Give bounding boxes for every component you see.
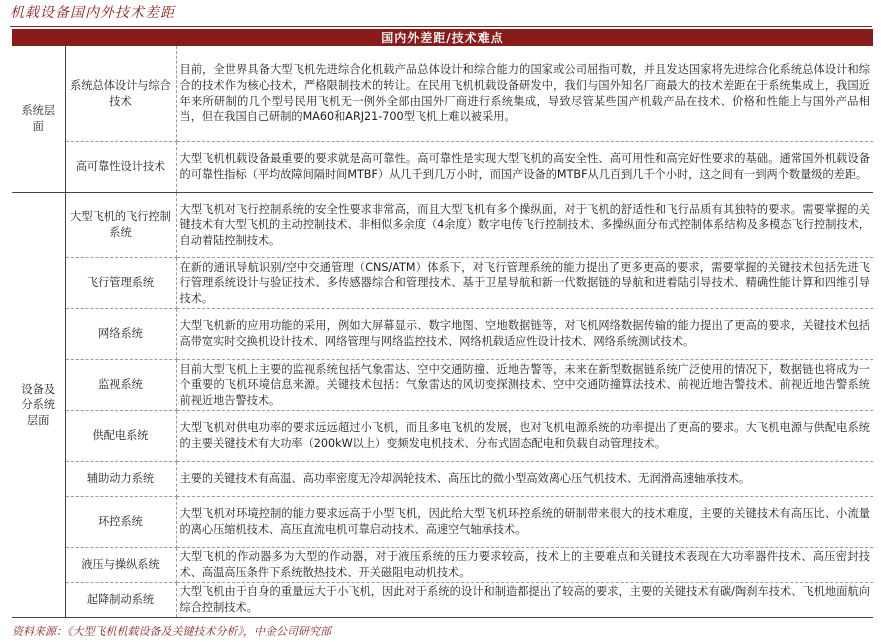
subsystem-name: 供配电系统 (65, 411, 176, 462)
category-cell: 系统层面 (12, 46, 65, 193)
subsystem-name: 辅助动力系统 (65, 462, 176, 497)
subsystem-name: 监视系统 (65, 360, 176, 411)
table-row (12, 142, 873, 193)
subsystem-desc: 大型飞机由于自身的重量远大于小飞机，因此对于系统的设计和制造都提出了较高的要求，主要的关键技术有碳/陶刹车技术、飞机地面航向综合控制技术。 (176, 583, 873, 618)
tech-gap-table (12, 29, 873, 618)
subsystem-desc: 目前，全世界具备大型飞机先进综合化机载产品总体设计和综合能力的国家或公司屈指可数，并且发达国家将先进综合化系统总体设计和综合的技术作为核心技术，严格限制技术的转让。在民用飞机机载设备研发中，我们与国外知名厂商最大的技术差距在于系统集成上，我国近年来所研制的几个型号民用飞机无一例外全部由国外厂商进行系统集成，导致尽管某些国产机载产品在技术、价格和性能上与国外产品相当，但在我国自己研制的MA60和ARJ21-700型飞机上难以被采用。 (176, 46, 873, 142)
table-row (12, 193, 873, 258)
table-header: 国内外差距/技术难点 (12, 29, 873, 46)
table-row (12, 497, 873, 548)
subsystem-desc: 大型飞机对飞行控制系统的安全性要求非常高，而且大型飞机有多个操纵面，对于飞机的舒适性和飞行品质有其独特的要求。需要掌握的关键技术有大型飞机的主动控制技术、非相似多余度（4余度）数字电传飞行控制技术、多操纵面分布式控制体系结构及多模态飞行控制技术，自动着陆控制技术。 (176, 193, 873, 258)
table-row (12, 46, 873, 142)
table-row (12, 411, 873, 462)
category-cell: 设备及分系统层面 (12, 193, 65, 618)
table-row (12, 548, 873, 583)
source-note: 资料来源：《大型飞机机载设备及关键技术分析》，中金公司研究部 (12, 625, 331, 638)
subsystem-name: 起降制动系统 (65, 583, 176, 618)
table-row (12, 309, 873, 360)
subsystem-desc: 大型飞机对供电功率的要求远远超过小飞机，而且多电飞机的发展，也对飞机电源系统的功率提出了更高的要求。大飞机电源与供配电系统的主要关键技术有大功率（200kW以上）变频发电机技术、分布式固态配电和负载自动管理技术。 (176, 411, 873, 462)
subsystem-desc: 大型飞机对环境控制的能力要求远高于小型飞机，因此给大型飞机环控系统的研制带来很大的技术难度，主要的关键技术有高压比、小流量的离心压缩机技术、高压直流电机可靠启动技术、高速空气轴承技术。 (176, 497, 873, 548)
subsystem-desc: 在新的通讯导航识别/空中交通管理（CNS/ATM）体系下，对飞行管理系统的能力提出了更多更高的要求，需要掌握的关键技术包括先进飞行管理系统设计与验证技术、多传感器综合和管理技术、基于卫星导航和新一代数据链的导航和进着陆引导技术、精确性能计算和四维引导技术。 (176, 258, 873, 309)
table-header-row (12, 29, 873, 46)
subsystem-name: 网络系统 (65, 309, 176, 360)
subsystem-name: 液压与操纵系统 (65, 548, 176, 583)
table-row (12, 462, 873, 497)
subsystem-desc: 目前大型飞机上主要的监视系统包括气象雷达、空中交通防撞、近地告警等，未来在新型数据链系统广泛使用的情况下，数据链也将成为一个重要的飞机环境信息来源。关键技术包括：气象雷达的风切变探测技术、空中交通防撞算法技术、前视近地告警技术、前视近地告警系统前视近地告警技术。 (176, 360, 873, 411)
subsystem-desc: 大型飞机的作动器多为大型的作动器，对于液压系统的压力要求较高，技术上的主要难点和关键技术表现在大功率器件技术、高压密封技术、高温高压条件下系统散热技术、开关磁阻电动机技术。 (176, 548, 873, 583)
subsystem-name: 飞行管理系统 (65, 258, 176, 309)
subsystem-name: 大型飞机的飞行控制系统 (65, 193, 176, 258)
subsystem-desc: 大型飞机新的应用功能的采用，例如大屏幕显示、数字地图、空地数据链等，对飞机网络数据传输的能力提出了更高的要求，关键技术包括高带宽实时交换机设计技术、网络管理与网络监控技术、网络机载适应性设计技术、网络系统测试技术。 (176, 309, 873, 360)
table-row (12, 258, 873, 309)
page-title: 机载设备国内外技术差距 (10, 5, 175, 21)
subsystem-desc: 主要的关键技术有高温、高功率密度无冷却涡轮技术、高压比的微小型高效离心压气机技术、无润滑高速轴承技术。 (176, 462, 873, 497)
subsystem-name: 环控系统 (65, 497, 176, 548)
subsystem-name: 高可靠性设计技术 (65, 142, 176, 193)
table-row (12, 360, 873, 411)
subsystem-name: 系统总体设计与综合技术 (65, 46, 176, 142)
title-divider (10, 26, 872, 27)
table-row (12, 583, 873, 618)
subsystem-desc: 大型飞机机载设备最重要的要求就是高可靠性。高可靠性是实现大型飞机的高安全性、高可用性和高完好性要求的基础。通常国外机载设备的可靠性指标（平均故障间隔时间MTBF）从几千到几万小时，而国产设备的MTBF从几百到几千个小时，这之间有一到两个数量级的差距。 (176, 142, 873, 193)
